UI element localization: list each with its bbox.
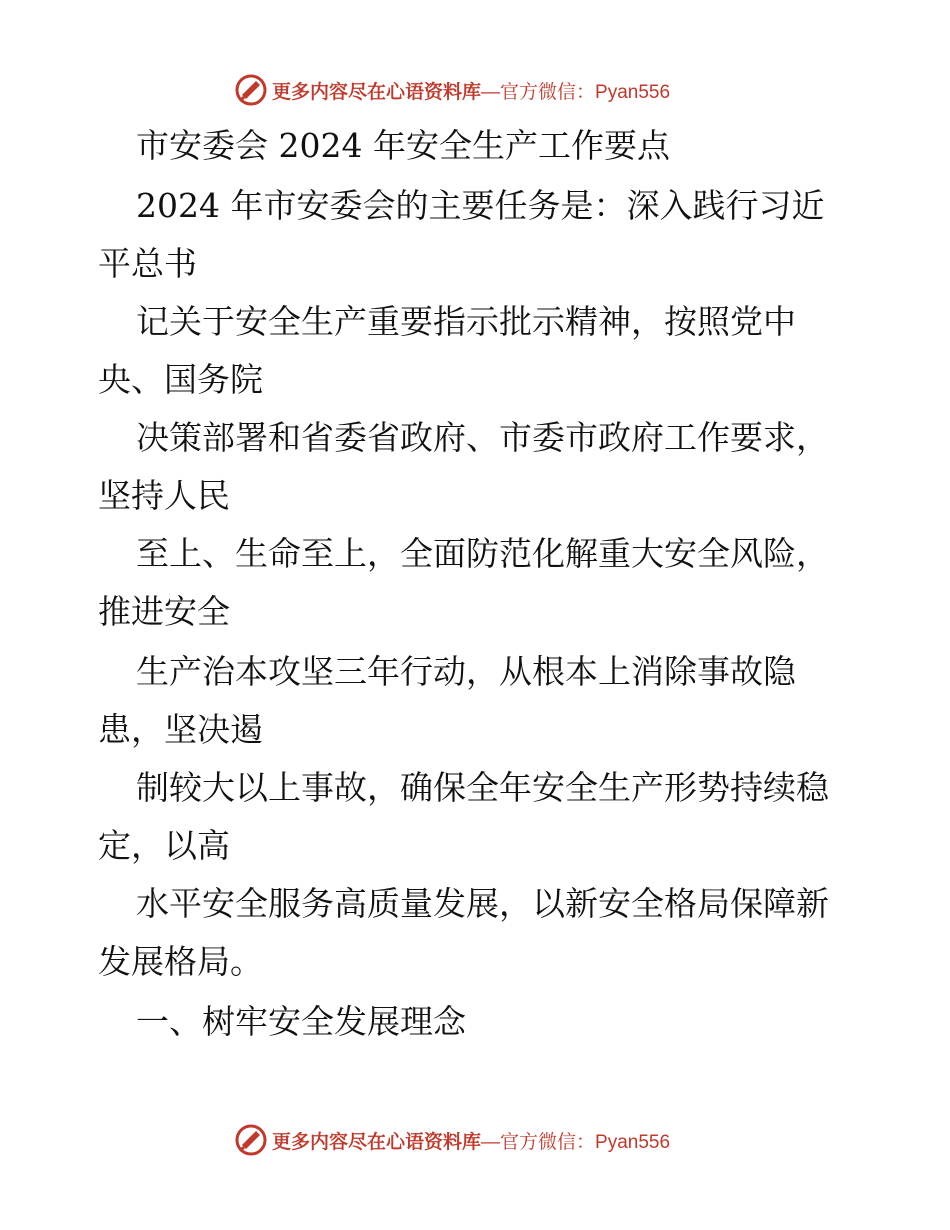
watermark-main-text: 更多内容尽在心语资料库 (272, 80, 482, 103)
body-line: 生产治本攻坚三年行动，从根本上消除事故隐 (136, 652, 796, 691)
body-line: 平总书 (98, 244, 197, 283)
body-line: 推进安全 (98, 592, 230, 631)
watermark-sub-text: —官方微信：Pyan556 (481, 81, 671, 103)
body-line: 制较大以上事故，确保全年安全生产形势持续稳 (136, 768, 829, 807)
body-line: 2024 年市安委会的主要任务是：深入践行习近 (136, 186, 825, 225)
doc-title: 市安委会 2024 年安全生产工作要点 (136, 126, 670, 165)
watermark-footer (234, 1120, 714, 1160)
watermark-sub-text: —官方微信：Pyan556 (481, 1131, 671, 1153)
section-heading: 一、树牢安全发展理念 (136, 1002, 466, 1041)
body-line: 央、国务院 (98, 360, 263, 399)
watermark-header (234, 70, 714, 110)
body-line: 发展格局。 (98, 942, 263, 981)
body-line: 记关于安全生产重要指示批示精神，按照党中 (136, 302, 796, 341)
body-line: 定，以高 (98, 826, 230, 865)
pen-logo-icon (234, 1123, 268, 1157)
pen-logo-icon (234, 73, 268, 107)
body-line: 患，坚决遏 (98, 710, 263, 749)
body-line: 水平安全服务高质量发展，以新安全格局保障新 (136, 884, 829, 923)
body-line: 决策部署和省委省政府、市委市政府工作要求， (136, 418, 829, 457)
body-line: 至上、生命至上，全面防范化解重大安全风险， (136, 534, 829, 573)
watermark-main-text: 更多内容尽在心语资料库 (272, 1130, 482, 1153)
body-line: 坚持人民 (98, 476, 230, 515)
